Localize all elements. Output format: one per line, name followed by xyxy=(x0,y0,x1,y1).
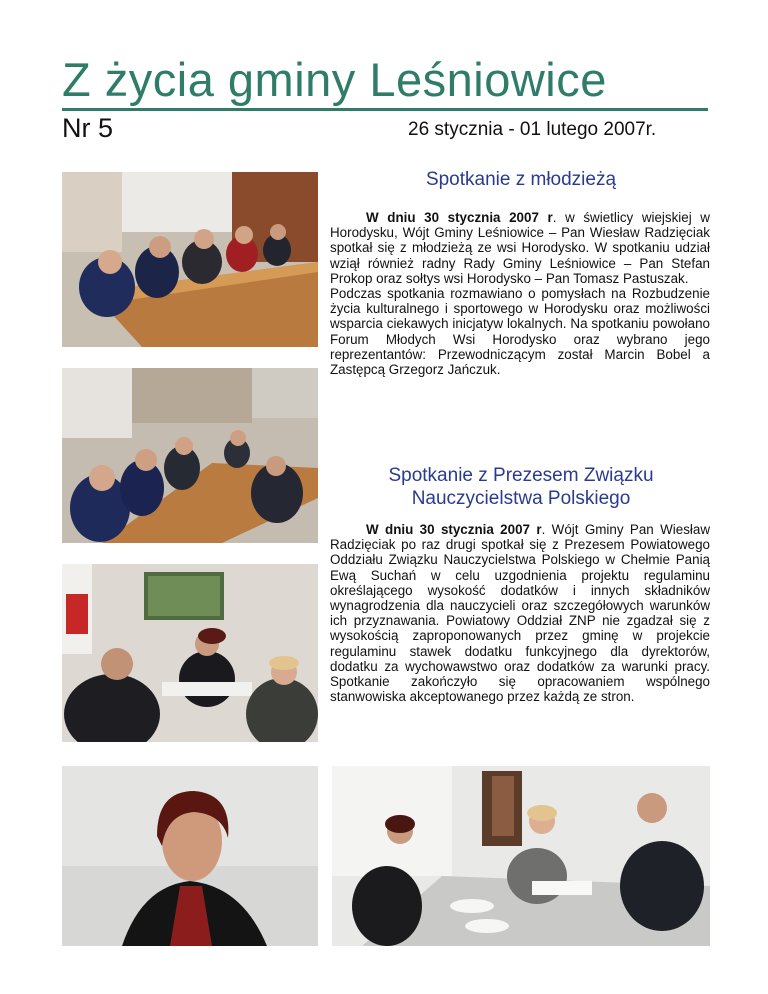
article-1-heading: Spotkanie z młodzieżą xyxy=(425,169,617,190)
photo-portrait-woman xyxy=(62,766,318,946)
article-2-heading-line-1: Spotkanie z Prezesem Związku xyxy=(388,465,654,486)
photo-meeting-table xyxy=(332,766,710,946)
article-1-lead-text: . w świetlicy wiejskiej w Horodysku, Wójt Gminy Leśniowice – Pan Wiesław Radzięciak spotkał się z młodzieżą ze wsi Horodysko. W spotkaniu udział wziął również radny Rady Gminy Leśniowice – Pan Stefan Prokop oraz sołtys wsi Horodysko – Pan Tomasz Pastuszak. xyxy=(330,210,710,286)
article-1-body xyxy=(330,210,710,377)
issue-number: Nr 5 xyxy=(62,113,114,143)
article-2-heading-line-2: Nauczycielstwa Polskiego xyxy=(411,488,631,509)
photo-youth-meeting-1 xyxy=(62,172,318,347)
newsletter-title: Z życia gminy Leśniowice xyxy=(62,52,708,111)
article-2-paragraph-1 xyxy=(330,522,710,704)
article-1-lead-date: W dniu 30 stycznia 2007 r xyxy=(366,210,553,225)
issue-dates: 26 stycznia - 01 lutego 2007r. xyxy=(408,119,657,140)
article-1-paragraph-2: Podczas spotkania rozmawiano o pomysłach na Rozbudzenie życia kulturalnego i sportowego w Horodysku oraz możliwości wsparcia ciekawych inicjatyw lokalnych. Na spotkaniu powołano Forum Młodych Wsi Horodysko oraz wybrano jego reprezentantów: Przewodniczącym został Marcin Bobel a Zastępcą Grzegorz Jańczuk. xyxy=(330,286,710,378)
article-2-lead-date: W dniu 30 stycznia 2007 r xyxy=(366,522,542,537)
photo-youth-meeting-2 xyxy=(62,368,318,543)
article-1-paragraph-1 xyxy=(330,210,710,286)
photo-znp-meeting xyxy=(62,564,318,742)
article-2-heading xyxy=(332,464,710,510)
article-2-body xyxy=(330,522,710,704)
article-2-lead-text: . Wójt Gminy Pan Wiesław Radzięciak po raz drugi spotkał się z Prezesem Powiatowego Oddziału Związku Nauczycielstwa Polskiego w Chełmie Panią Ewą Suchań w celu uzgodnienia projektu regulaminu określającego wysokość dodatków i innych składników wynagrodzenia dla nauczycieli oraz szczegółowych warunków ich przyznawania. Powiatowy Oddział ZNP nie zgadzał się z wysokością zaproponowanych przez gminę w projekcie regulaminu stawek dodatku funkcyjnego dla dyrektorów, dodatku za wychowawstwo oraz dodatków za warunki pracy. Spotkanie zakończyło się opracowaniem wspólnego stanwowiska akceptowanego przez każdą ze stron. xyxy=(330,522,710,705)
